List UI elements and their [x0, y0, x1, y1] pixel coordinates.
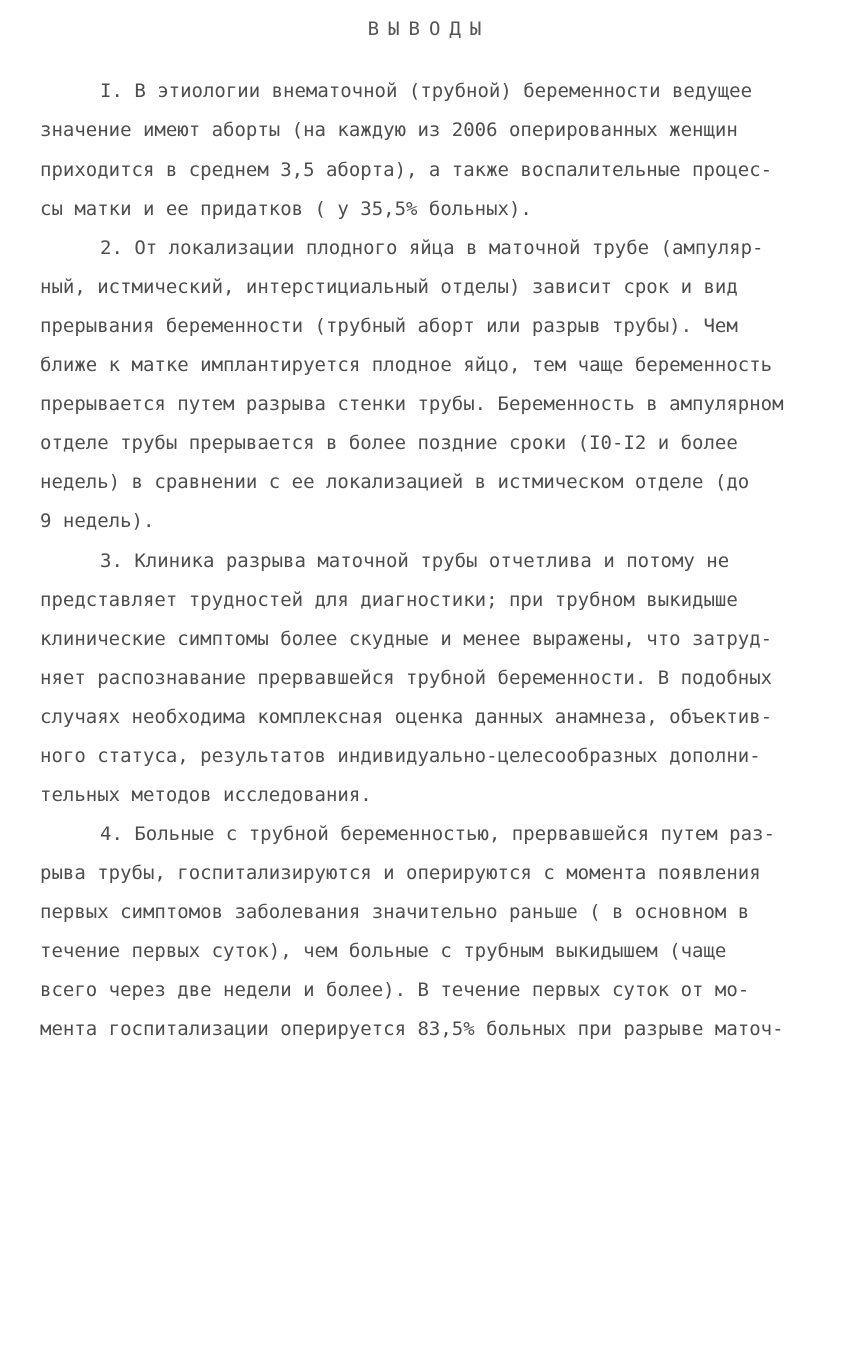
text-line: I. В этиологии внематочной (трубной) беременности ведущее: [100, 80, 753, 102]
text-line: ный, истмический, интерстициальный отделы) зависит срок и вид: [40, 276, 738, 298]
text-line: всего через две недели и более). В течение первых суток от мо-: [40, 979, 750, 1001]
text-line: няет распознавание прервавшейся трубной беременности. В подобных: [40, 667, 773, 689]
text-line: ближе к матке имплантируется плодное яйцо, тем чаще беременность: [40, 354, 773, 376]
text-line: 4. Больные с трубной беременностью, прервавшейся путем раз-: [100, 823, 775, 845]
text-line: 2. От локализации плодного яйца в маточной трубе (ампуляр-: [100, 237, 764, 259]
text-line: рыва трубы, госпитализируются и оперируются с момента появления: [40, 862, 761, 884]
text-line: тельных методов исследования.: [40, 784, 372, 806]
text-line: прерывания беременности (трубный аборт или разрыв трубы). Чем: [40, 315, 738, 337]
text-line: первых симптомов заболевания значительно раньше ( в основном в: [40, 901, 750, 923]
text-line: ного статуса, результатов индивидуально-целесообразных дополни-: [40, 745, 761, 767]
text-line: значение имеют аборты (на каждую из 2006 оперированных женщин: [40, 119, 738, 141]
text-line: представляет трудностей для диагностики; при трубном выкидыше: [40, 589, 738, 611]
page-title: ВЫВОДЫ: [367, 18, 491, 40]
text-line: 3. Клиника разрыва маточной трубы отчетлива и потому не: [100, 550, 730, 572]
text-line: случаях необходима комплексная оценка данных анамнеза, объектив-: [40, 706, 773, 728]
text-line: отделе трубы прерывается в более поздние сроки (I0-I2 и более: [40, 432, 738, 454]
text-line: мента госпитализации оперируется 83,5% больных при разрыве маточ-: [40, 1018, 784, 1040]
text-line: 9 недель).: [40, 510, 155, 532]
text-line: приходится в среднем 3,5 аборта), а также воспалительные процес-: [40, 159, 773, 181]
text-line: прерывается путем разрыва стенки трубы. Беременность в ампулярном: [40, 393, 784, 415]
text-line: течение первых суток), чем больные с трубным выкидышем (чаще: [40, 940, 727, 962]
text-line: сы матки и ее придатков ( у 35,5% больных).: [40, 198, 532, 220]
text-line: недель) в сравнении с ее локализацией в истмическом отделе (до: [40, 471, 750, 493]
text-line: клинические симптомы более скудные и менее выражены, что затруд-: [40, 628, 773, 650]
